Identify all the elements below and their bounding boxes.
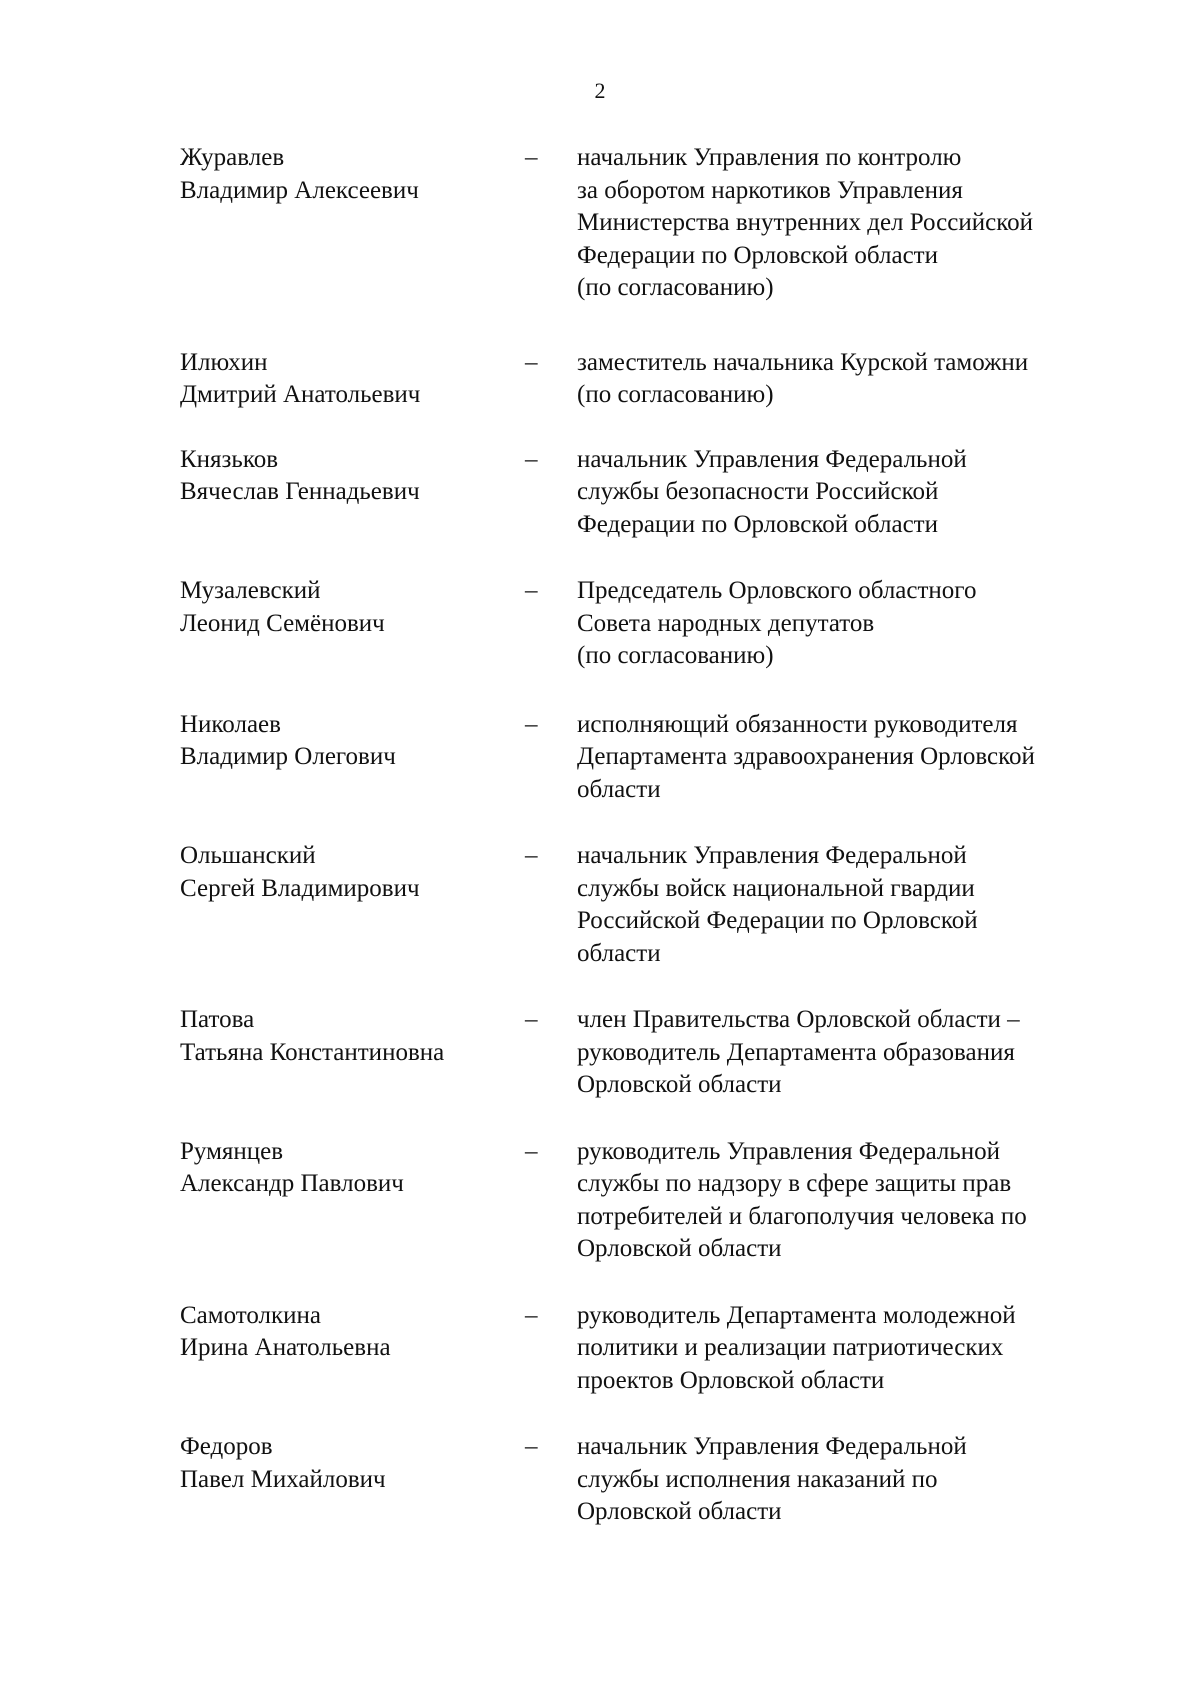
separator-dash: – (525, 1301, 538, 1329)
member-role: исполняющий обязанности руководителя Департамента здравоохранения Орловской области (577, 710, 1035, 803)
member-given-name: Вячеслав Геннадьевич (180, 478, 420, 505)
separator-dash: – (525, 842, 538, 869)
member-entry (180, 1004, 1140, 1102)
member-entry (180, 709, 1140, 807)
member-entry (180, 1300, 1140, 1398)
separator-dash: – (525, 1006, 538, 1033)
member-given-name: Дмитрий Анатольевич (180, 381, 421, 408)
member-given-name: Ирина Анатольевна (180, 1334, 391, 1361)
member-name (180, 709, 525, 807)
member-given-name: Александр Павлович (180, 1170, 404, 1197)
member-surname: Румянцев (180, 1137, 284, 1165)
member-role: руководитель Департамента молодежной политики и реализации патриотических проектов Орловской области (577, 1301, 1016, 1394)
separator-dash: – (525, 710, 538, 738)
member-name (180, 444, 525, 542)
member-surname: Князьков (180, 445, 279, 473)
member-entry (180, 142, 1140, 305)
member-surname: Патова (180, 1006, 255, 1033)
separator-dash: – (525, 445, 538, 473)
member-name (180, 1431, 525, 1529)
member-surname: Музалевский (180, 577, 321, 604)
member-entry (180, 1431, 1140, 1529)
member-name (180, 575, 525, 673)
member-name (180, 1300, 525, 1398)
member-entry (180, 444, 1140, 542)
member-surname: Илюхин (180, 348, 268, 376)
member-role: начальник Управления Федеральной службы войск национальной гвардии Российской Федерации по Орловской области (577, 842, 978, 967)
member-given-name: Татьяна Константиновна (180, 1038, 445, 1066)
separator-dash: – (525, 1137, 538, 1165)
separator-dash: – (525, 144, 538, 171)
separator-dash: – (525, 577, 538, 604)
member-surname: Николаев (180, 710, 281, 738)
member-name (180, 1004, 525, 1102)
member-role: начальник Управления Федеральной службы безопасности Российской Федерации по Орловской области (577, 445, 967, 538)
member-given-name: Владимир Олегович (180, 743, 396, 770)
member-surname: Федоров (180, 1433, 273, 1460)
member-name (180, 1136, 525, 1266)
separator-dash: – (525, 348, 538, 376)
member-surname: Самотолкина (180, 1301, 322, 1329)
member-entry (180, 575, 1140, 673)
member-name (180, 840, 525, 970)
member-entry (180, 347, 1140, 412)
member-name (180, 142, 525, 305)
member-given-name: Павел Михайлович (180, 1465, 386, 1493)
member-given-name: Леонид Семёнович (180, 609, 385, 637)
member-list (180, 142, 1140, 1529)
member-given-name: Владимир Алексеевич (180, 176, 419, 204)
member-name (180, 347, 525, 412)
page-number: 2 (594, 78, 606, 103)
member-surname: Журавлев (180, 144, 285, 171)
member-role: начальник Управления по контролю за оборотом наркотиков Управления Министерства внутренних дел Российской Федерации по Орловской области (по согласованию) (577, 144, 1033, 301)
member-entry (180, 840, 1140, 970)
member-role: начальник Управления Федеральной службы исполнения наказаний по Орловской области (577, 1433, 967, 1525)
member-role: Председатель Орловского областного Совета народных депутатов (по согласованию) (577, 577, 977, 669)
member-given-name: Сергей Владимирович (180, 874, 420, 902)
member-role: заместитель начальника Курской таможни (по согласованию) (577, 348, 1029, 408)
separator-dash: – (525, 1433, 538, 1460)
member-entry (180, 1136, 1140, 1266)
member-role: руководитель Управления Федеральной службы по надзору в сфере защиты прав потребителей и благополучия человека по Орловской области (577, 1137, 1027, 1262)
member-surname: Ольшанский (180, 842, 316, 869)
member-role: член Правительства Орловской области – руководитель Департамента образования Орловской области (577, 1006, 1020, 1098)
